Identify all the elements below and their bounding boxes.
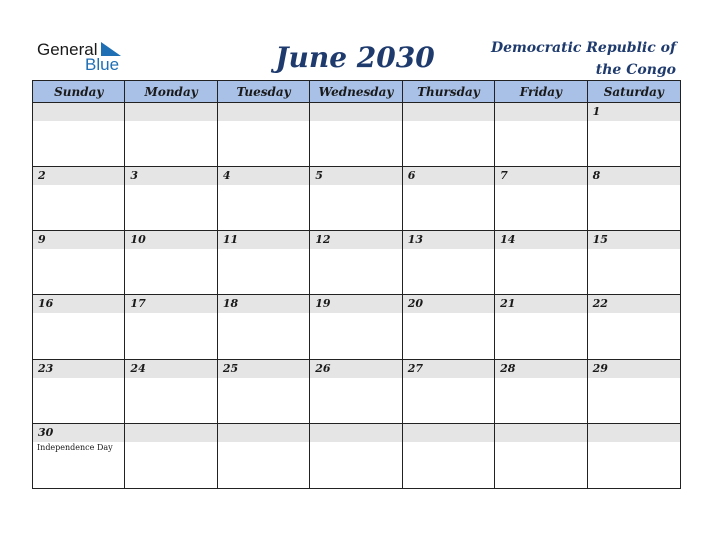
day-number: 9 (38, 233, 46, 247)
weekday-header: Saturday (588, 81, 680, 103)
day-cell (125, 167, 217, 231)
empty-day-cell (403, 103, 495, 167)
day-cell (33, 360, 125, 424)
day-number: 20 (407, 297, 424, 311)
day-cell (403, 167, 495, 231)
weekday-header: Tuesday (218, 81, 310, 103)
day-band (588, 103, 680, 121)
day-number: 29 (592, 361, 608, 375)
empty-day-cell (495, 103, 587, 167)
day-number: 23 (38, 361, 54, 375)
day-cell (218, 360, 310, 424)
day-cell (495, 360, 587, 424)
day-cell (588, 167, 680, 231)
day-cell (33, 424, 125, 488)
day-band (495, 424, 586, 442)
day-number: 7 (500, 169, 508, 183)
day-cell (403, 295, 495, 359)
logo-general-text: General (37, 40, 98, 59)
day-band (403, 103, 494, 121)
day-number: 28 (500, 361, 516, 375)
day-cell (588, 103, 680, 167)
empty-day-cell (495, 424, 587, 488)
weekday-header: Monday (125, 81, 217, 103)
day-cell (310, 360, 402, 424)
day-number: 13 (407, 233, 424, 247)
holiday-label: Independence Day (37, 442, 113, 452)
day-band (403, 424, 494, 442)
day-band (33, 231, 124, 249)
day-cell (403, 360, 495, 424)
day-band (125, 424, 216, 442)
day-number: 19 (315, 297, 331, 311)
day-number: 24 (130, 361, 146, 375)
day-band (495, 167, 586, 185)
logo-triangle-icon (101, 42, 121, 56)
empty-day-cell (218, 424, 310, 488)
empty-day-cell (310, 103, 402, 167)
day-band (33, 167, 124, 185)
day-number: 5 (315, 169, 323, 183)
day-band (403, 167, 494, 185)
day-cell (588, 295, 680, 359)
day-cell (495, 167, 587, 231)
day-band (310, 424, 401, 442)
day-cell (495, 295, 587, 359)
weekday-header: Thursday (403, 81, 495, 103)
day-number: 27 (407, 361, 424, 375)
generalblue-logo (37, 40, 137, 76)
day-band (33, 103, 124, 121)
day-band (125, 103, 216, 121)
day-cell (218, 167, 310, 231)
day-cell (310, 167, 402, 231)
empty-day-cell (588, 424, 680, 488)
day-number: 4 (222, 169, 231, 183)
weekday-header: Wednesday (310, 81, 402, 103)
day-number: 30 (38, 425, 54, 439)
day-band (310, 103, 401, 121)
day-number: 12 (315, 233, 331, 247)
day-band (125, 167, 216, 185)
day-band (495, 103, 586, 121)
empty-day-cell (125, 424, 217, 488)
day-cell (33, 295, 125, 359)
day-cell (588, 360, 680, 424)
country-line-1: Democratic Republic of (490, 40, 676, 56)
country-line-2: the Congo (595, 62, 676, 78)
day-band (218, 103, 309, 121)
day-number: 8 (592, 169, 601, 183)
day-cell (403, 231, 495, 295)
day-number: 17 (130, 297, 146, 311)
day-number: 10 (130, 233, 146, 247)
day-cell (125, 360, 217, 424)
day-cell (125, 295, 217, 359)
empty-day-cell (125, 103, 217, 167)
day-band (218, 424, 309, 442)
day-cell (33, 167, 125, 231)
day-number: 25 (222, 361, 239, 375)
day-number: 22 (592, 297, 608, 311)
day-number: 3 (130, 169, 139, 183)
day-band (218, 167, 309, 185)
day-number: 14 (500, 233, 516, 247)
day-number: 16 (38, 297, 54, 311)
day-number: 15 (592, 233, 608, 247)
day-band (588, 424, 680, 442)
calendar-grid (32, 80, 681, 489)
logo-blue-text: Blue (85, 55, 120, 74)
day-number: 6 (407, 169, 416, 183)
empty-day-cell (310, 424, 402, 488)
day-number: 1 (592, 105, 601, 118)
page-title: June 2030 (275, 41, 435, 74)
day-number: 11 (222, 233, 239, 247)
weekday-header: Sunday (33, 81, 125, 103)
day-cell (218, 231, 310, 295)
day-number: 18 (222, 297, 239, 311)
day-cell (33, 231, 125, 295)
day-cell (125, 231, 217, 295)
weekday-header: Friday (495, 81, 587, 103)
day-cell (310, 295, 402, 359)
empty-day-cell (218, 103, 310, 167)
day-cell (495, 231, 587, 295)
day-band (310, 167, 401, 185)
day-band (588, 167, 680, 185)
day-cell (588, 231, 680, 295)
day-number: 26 (315, 361, 331, 375)
day-cell (218, 295, 310, 359)
day-number: 21 (500, 297, 516, 311)
day-number: 2 (38, 169, 46, 183)
country-name (456, 37, 676, 81)
empty-day-cell (33, 103, 125, 167)
day-cell (310, 231, 402, 295)
empty-day-cell (403, 424, 495, 488)
